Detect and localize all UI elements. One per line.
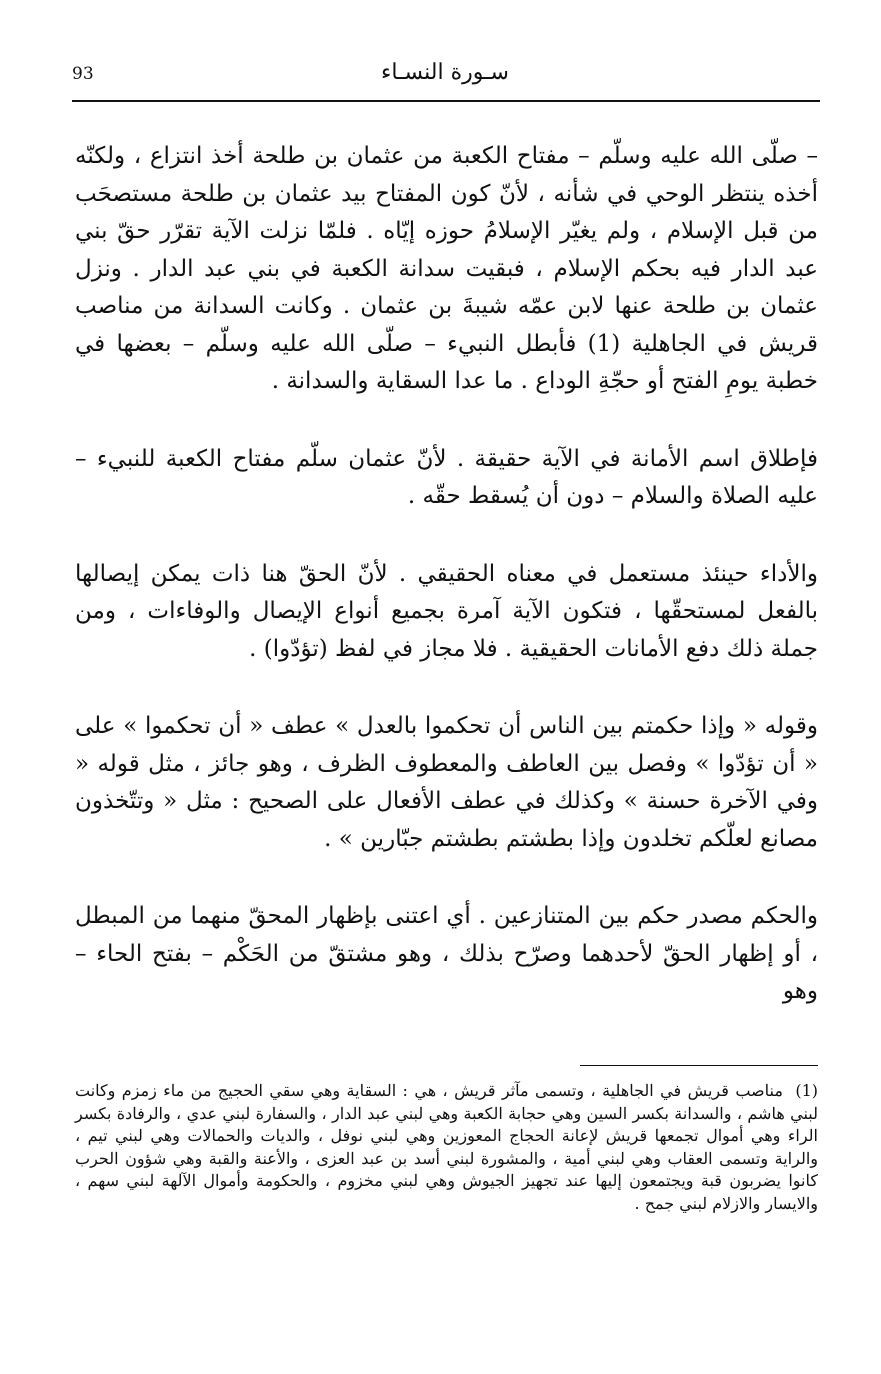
paragraph: والأداء حينئذ مستعمل في معناه الحقيقي . لأنّ الحقّ هنا ذات يمكن إيصالها بالفعل لمستحقّها ، فتكون الآية آمرة بجميع أنواع الإيصال والوفاءات ، ومن جملة ذلك دفع الأمانات الحقيقية . فلا مجاز في لفظ (تؤدّوا) . bbox=[75, 560, 818, 662]
paragraph: – صلّى الله عليه وسلّم – مفتاح الكعبة من عثمان بن طلحة أخذ انتزاع ، ولكنّه أخذه ينتظر الوحي في شأنه ، لأنّ كون المفتاح بيد عثمان بن طلحة مستصحَب من قبل الإسلام ، ولم يغيّر الإسلامُ حوزه إيّاه . فلمّا نزلت الآية تقرّر حقّ بني عبد الدار فيه بحكم الإسلام ، فبقيت سدانة الكعبة في بني عبد الدار . ونزل عثمان بن طلحة عنها لابن عمّه شيبةَ بن عثمان . وكانت السدانة من مناصب قريش في الجاهلية (1) فأبطل النبيء – صلّى الله عليه وسلّم – بعضها في خطبة يومِ الفتح أو حجّةِ الوداع . ما عدا السقاية والسدانة . bbox=[75, 143, 818, 394]
footnote-divider bbox=[580, 1065, 818, 1066]
main-text bbox=[75, 138, 818, 1051]
footnote-text: مناصب قريش في الجاهلية ، وتسمى مآثر قريش ، هي : السقاية وهي سقي الحجيج من ماء زمزم وكانت لبني هاشم ، والسدانة بكسر السين وهي حجابة الكعبة وهي لبني عبد الدار ، والسفارة لبني عدي ، والرفادة بكسر الراء وهي أموال تجمعها قريش لإعانة الحجاج المعوزين وهي لبني نوفل ، والديات والحمالات وهي لبني تيم ، والراية وتسمى العقاب وهي لبني أمية ، والمشورة لبني أسد بن عبد العزى ، والأعنة والقبة وهي شؤون الحرب كانوا يضربون قبة ويجتمعون إليها عند تجهيز الجيوش وهي لبني مخزوم ، والحكومة وأموال الآلهة لبني سهم ، والايسار والازلام لبني جمح . bbox=[75, 1081, 818, 1213]
page-header bbox=[72, 58, 818, 98]
footnote-marker: (1) bbox=[795, 1081, 818, 1100]
paragraph: والحكم مصدر حكم بين المتنازعين . أي اعتنى بإظهار المحقّ منهما من المبطل ، أو إظهار الحقّ لأحدهما وصرّح بذلك ، وهو مشتقّ من الحَكْم – بفتح الحاء – وهو bbox=[75, 903, 818, 1004]
footnote bbox=[75, 1080, 818, 1215]
page-number: 93 bbox=[72, 64, 94, 84]
running-title: سـورة النسـاء bbox=[381, 60, 509, 85]
header-divider bbox=[72, 100, 820, 102]
paragraph: وقوله « وإذا حكمتم بين الناس أن تحكموا بالعدل » عطف « أن تحكموا » على « أن تؤدّوا » وفصل بين العاطف والمعطوف الظرف ، وهو جائز ، مثل قوله « وفي الآخرة حسنة » وكذلك في عطف الأفعال على الصحيح : مثل « وتتّخذون مصانع لعلّكم تخلدون وإذا بطشتم بطشتم جبّارين » . bbox=[75, 713, 818, 852]
paragraph: فإطلاق اسم الأمانة في الآية حقيقة . لأنّ عثمان سلّم مفتاح الكعبة للنبيء – عليه الصلاة والسلام – دون أن يُسقط حقّه . bbox=[75, 445, 818, 509]
